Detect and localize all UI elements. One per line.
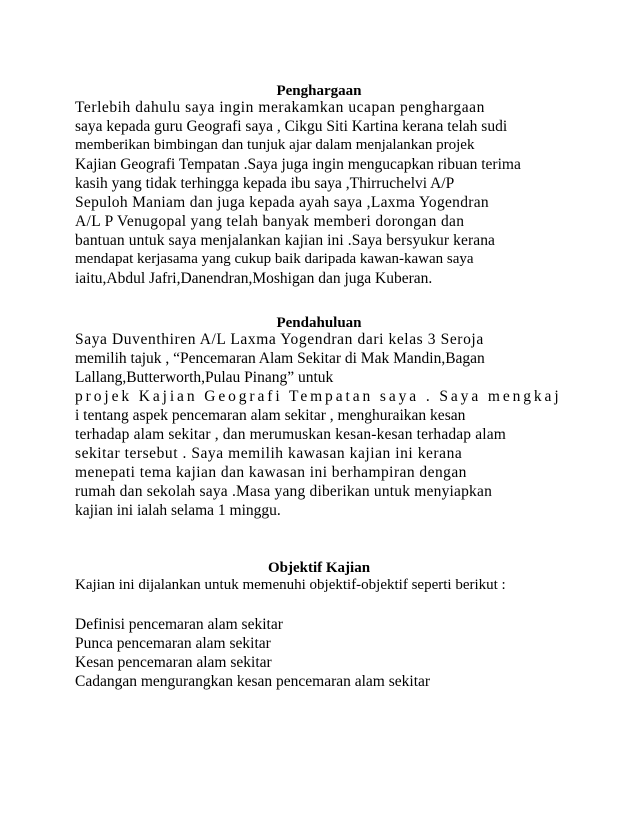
body-line: Terlebih dahulu saya ingin merakamkan ucapan penghargaan: [75, 99, 485, 116]
objective-item: Punca pencemaran alam sekitar: [75, 635, 271, 652]
body-line: Lallang,Butterworth,Pulau Pinang” untuk: [75, 369, 334, 386]
body-line: projek Kajian Geografi Tempatan saya . Saya mengkaj: [75, 388, 562, 405]
objective-item: Kesan pencemaran alam sekitar: [75, 654, 272, 671]
body-line: kajian ini ialah selama 1 minggu.: [75, 502, 281, 519]
heading-pendahuluan: Pendahuluan: [276, 315, 362, 331]
body-line: iaitu,Abdul Jafri,Danendran,Moshigan dan juga Kuberan.: [75, 270, 433, 287]
body-line: memberikan bimbingan dan tunjuk ajar dalam menjalankan projek: [75, 137, 475, 153]
objective-item: Cadangan mengurangkan kesan pencemaran alam sekitar: [75, 673, 431, 690]
body-line: Kajian ini dijalankan untuk memenuhi objektif-objektif seperti berikut :: [75, 577, 506, 593]
body-line: saya kepada guru Geografi saya , Cikgu Siti Kartina kerana telah sudi: [75, 118, 508, 135]
heading-penghargaan: Penghargaan: [276, 83, 362, 99]
body-line: terhadap alam sekitar , dan merumuskan kesan-kesan terhadap alam: [75, 426, 506, 443]
body-line: kasih yang tidak terhingga kepada ibu saya ,Thirruchelvi A/P: [75, 175, 455, 192]
body-line: menepati tema kajian dan kawasan ini berhampiran dengan: [75, 464, 467, 481]
body-line: A/L P Venugopal yang telah banyak memberi dorongan dan: [75, 213, 465, 230]
body-line: Saya Duventhiren A/L Laxma Yogendran dari kelas 3 Seroja: [75, 331, 484, 348]
heading-objektif-kajian: Objektif Kajian: [267, 560, 371, 576]
body-line: sekitar tersebut . Saya memilih kawasan kajian ini kerana: [75, 445, 463, 462]
body-line: mendapat kerjasama yang cukup baik daripada kawan-kawan saya: [75, 251, 474, 267]
body-line: Kajian Geografi Tempatan .Saya juga ingin mengucapkan ribuan terima: [75, 156, 521, 173]
objective-item: Definisi pencemaran alam sekitar: [75, 616, 283, 633]
body-line: Sepuloh Maniam dan juga kepada ayah saya ,Laxma Yogendran: [75, 194, 489, 211]
body-line: bantuan untuk saya menjalankan kajian ini .Saya bersyukur kerana: [75, 232, 496, 249]
body-line: i tentang aspek pencemaran alam sekitar , menghuraikan kesan: [75, 407, 466, 424]
body-line: memilih tajuk , “Pencemaran Alam Sekitar di Mak Mandin,Bagan: [75, 350, 485, 367]
body-line: rumah dan sekolah saya .Masa yang diberikan untuk menyiapkan: [75, 483, 493, 500]
